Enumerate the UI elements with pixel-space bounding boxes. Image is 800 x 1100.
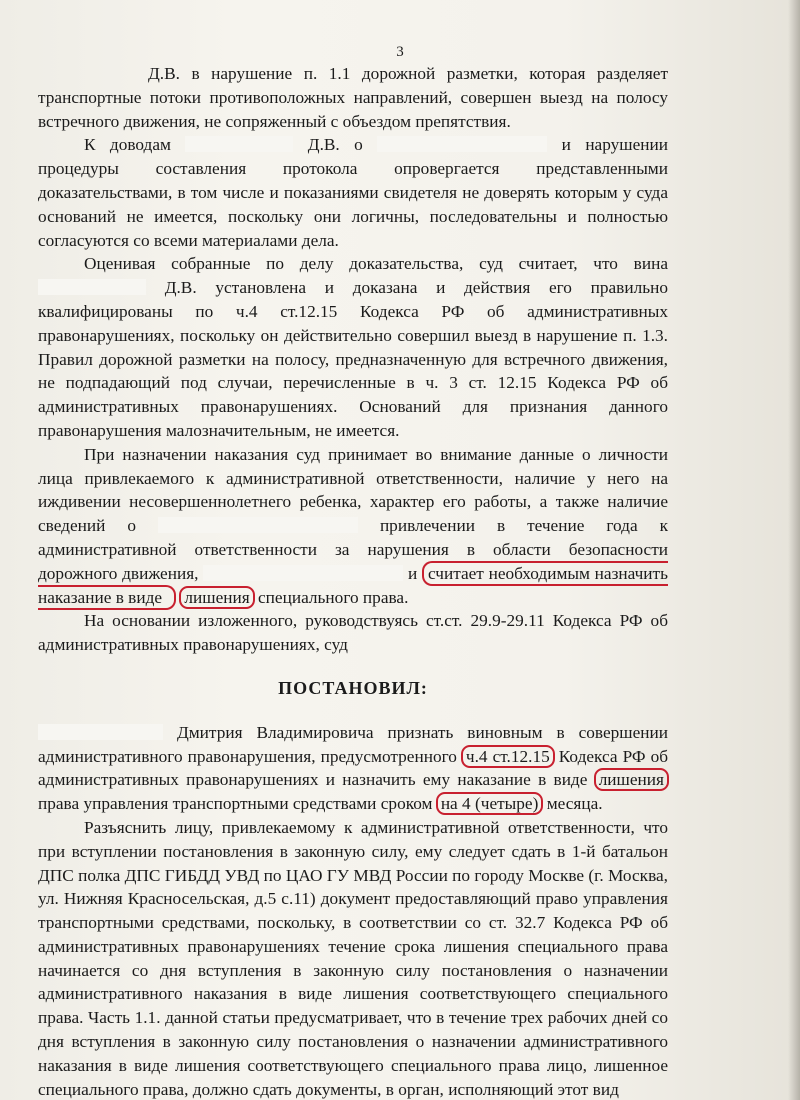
resolution-heading: ПОСТАНОВИЛ:: [278, 677, 428, 698]
p4-text-b: привлечении в течение года к административной ответственности за нарушения в области безопасности дорожного движения,: [38, 516, 668, 583]
document-body: [38, 62, 668, 1100]
redacted-text: [203, 565, 403, 581]
p3-text-b: Д.В. установлена и доказана и действия его правильно квалифицированы по ч.4 ст.12.15 Кодекса РФ об административных правонарушениях, поскольку он действительно совершил выезд в нарушение п. 1.3. Правил дорожной разметки на полосу, предназначенную для встречного движения, не подпадающий под случаи, перечисленные в ч. 3 ст. 12.15 Кодекса РФ об административных правонарушениях. Оснований для признания данного правонарушения малозначительным, не имеется.: [38, 278, 668, 440]
p5-text: На основании изложенного, руководствуясь ст.ст. 29.9-29.11 Кодекса РФ об административных правонарушениях, суд: [38, 611, 668, 655]
red-circle-annotation: ч.4 ст.12.15: [461, 745, 555, 768]
p6-text-a: Дмитрия Владимировича признать виновным в совершении административного правонарушения, предусмотренного: [38, 722, 669, 766]
redacted-text: [158, 517, 358, 533]
page-shadow: [788, 0, 800, 1100]
p4-text-c: и: [407, 563, 418, 583]
paragraph-7: [38, 816, 668, 1100]
paragraph-2: [38, 133, 668, 252]
red-circle-annotation: на 4 (четыре): [436, 792, 544, 815]
paragraph-6: [38, 721, 668, 816]
p4-text-a: При назначении наказания суд принимает во внимание данные о личности лица привлекаемого к административной ответственности, наличие у него на иждивении несовершеннолетнего ребенка, характер его работы, а также наличие сведений о: [38, 444, 668, 536]
paragraph-4: [38, 443, 668, 610]
redacted-name: [38, 279, 146, 295]
red-circle-annotation: считает необходимым назначить наказание в виде: [38, 561, 668, 610]
redacted-name: [185, 136, 293, 152]
p2-text-b: Д.В. о: [307, 135, 363, 155]
p3-text-a: Оценивая собранные по делу доказательства, суд считает, что вина: [84, 254, 668, 274]
paragraph-5: [38, 609, 668, 657]
p4-text-d: специального права.: [258, 587, 409, 607]
p6-text-c: права управления транспортными средствами сроком: [38, 794, 433, 814]
p6-text-d: месяца.: [546, 794, 603, 814]
p1-text: Д.В. в нарушение п. 1.1 дорожной разметки, которая разделяет транспортные потоки противоположных направлений, совершен выезд на полосу встречного движения, не сопряженный с объездом препятствия.: [38, 64, 668, 131]
red-circle-annotation: лишения: [179, 586, 254, 609]
redacted-text: [377, 136, 547, 152]
p7-text: Разъяснить лицу, привлекаемому к административной ответственности, что при вступлении постановления в законную силу, ему следует сдать в 1-й батальон ДПС полка ДПС ГИБДД УВД по ЦАО ГУ МВД России по городу Москве (г. Москва, ул. Нижняя Красносельская, д.5 с.11) документ предоставляющий право управления транспортными средствами, поскольку, в соответствии со ст. 32.7 Кодекса РФ об административных правонарушениях течение срока лишения специального права начинается со дня вступления в законную силу постановления о назначении административного наказания в виде лишения соответствующего специального права. Часть 1.1. данной статьи предусматривает, что в течение трех рабочих дней со дня вступления в законную силу постановления о назначении административного наказания в виде лишения соответствующего специального права лицо, лишенное специального права, должно сдать документы, в орган, исполняющий этот вид: [38, 817, 668, 1099]
p6-text-b: Кодекса РФ об административных правонарушениях и назначить ему наказание в виде: [38, 746, 668, 790]
redacted-surname: [38, 724, 163, 740]
p2-text-c: и нарушении процедуры составления протокола опровергается представленными доказательствами, в том числе и показаниями свидетеля не доверять которым у суда оснований не имеется, поскольку они логичны, последовательны и полностью согласуются со всеми материалами дела.: [38, 135, 669, 250]
paragraph-3: [38, 252, 668, 442]
p2-text-a: К доводам: [84, 135, 171, 155]
page-number: 3: [396, 44, 404, 60]
paragraph-1: [38, 62, 668, 133]
red-circle-annotation: лишения: [594, 768, 669, 791]
